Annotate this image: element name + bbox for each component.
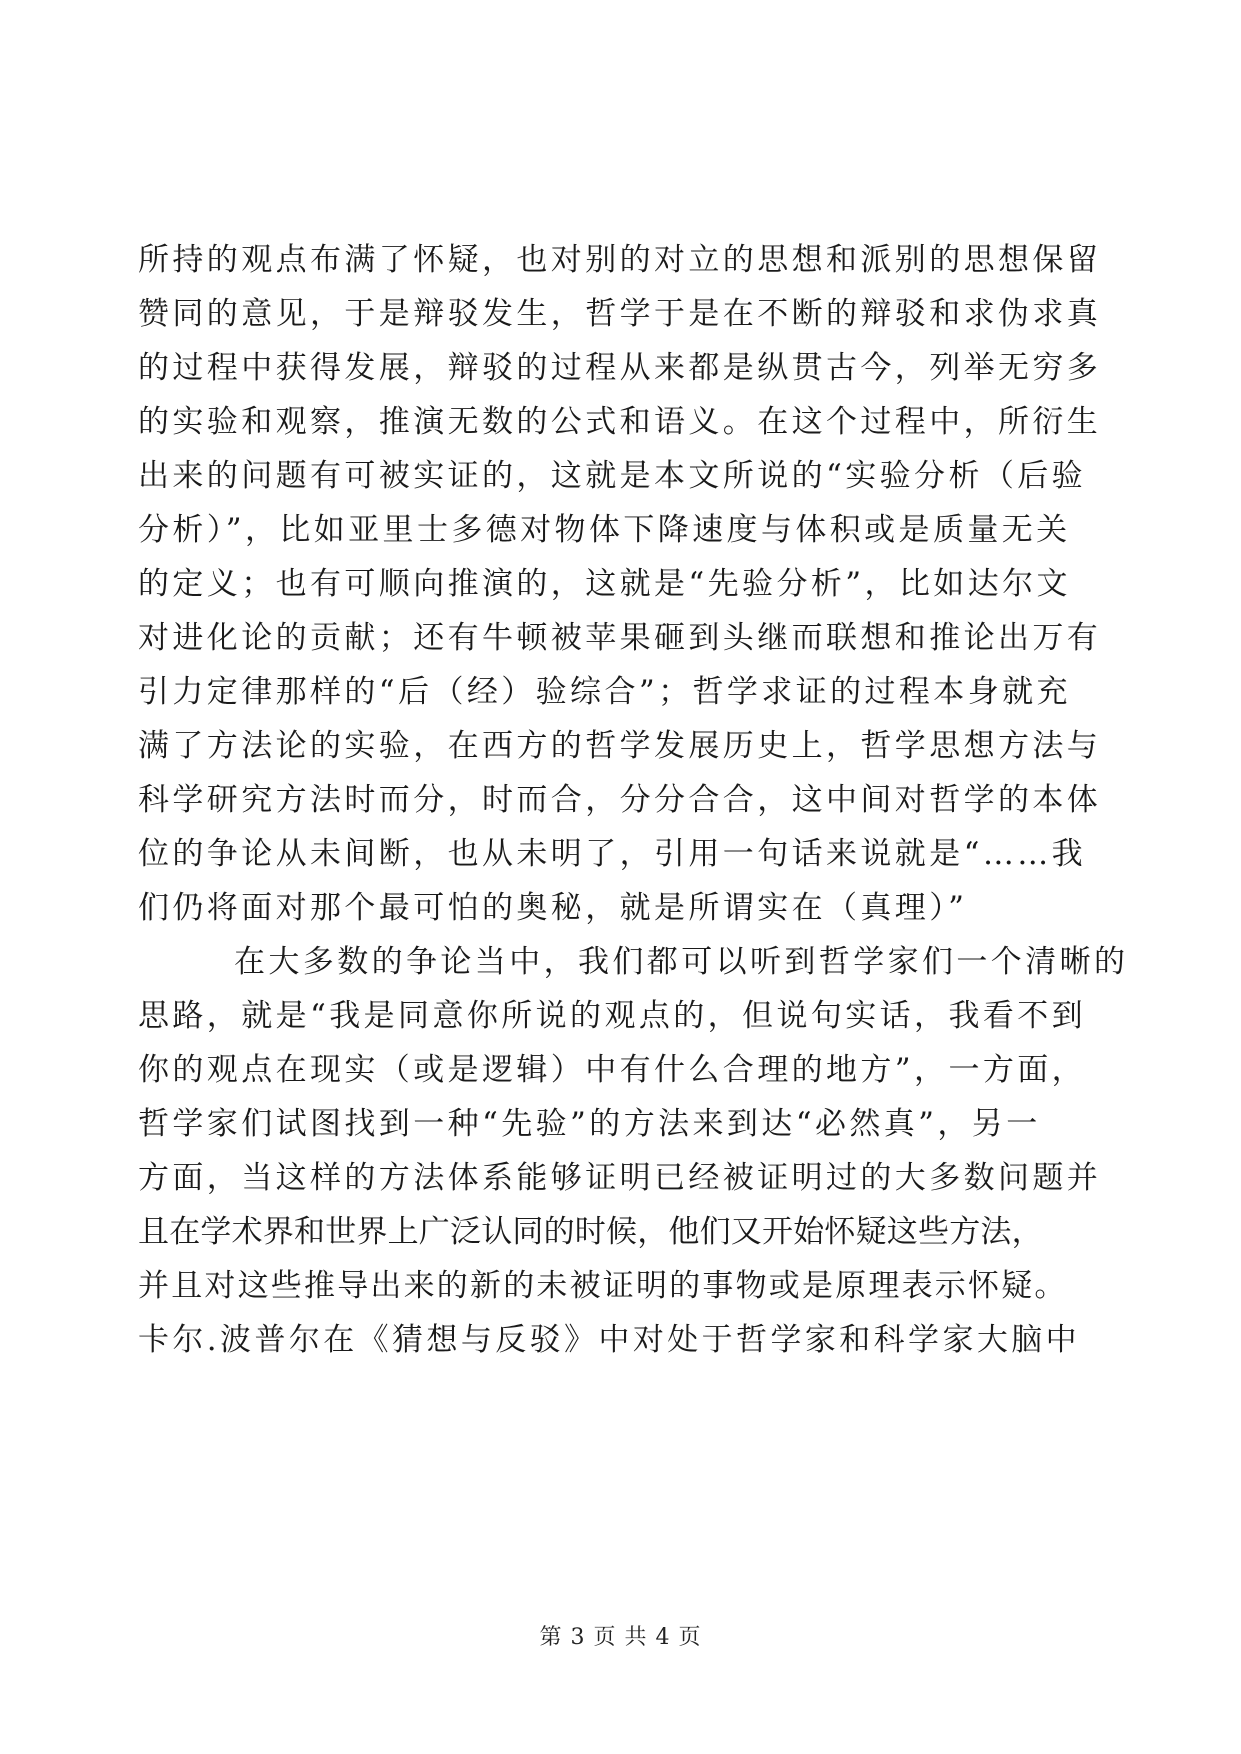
text-line: 你的观点在现实（或是逻辑）中有什么合理的地方”，一方面， bbox=[138, 1052, 1087, 1088]
text-line: 思路，就是“我是同意你所说的观点的，但说句实话，我看不到 bbox=[138, 998, 1087, 1034]
text-line: 并且对这些推导出来的新的未被证明的事物或是原理表示怀疑。 bbox=[138, 1268, 1068, 1304]
text-line: 卡尔.波普尔在《猜想与反驳》中对处于哲学家和科学家大脑中 bbox=[138, 1322, 1081, 1358]
text-line: 出来的问题有可被实证的，这就是本文所说的“实验分析（后验 bbox=[138, 458, 1087, 494]
page-number-footer: 第 3 页 共 4 页 bbox=[539, 1625, 702, 1650]
text-line: 科学研究方法时而分，时而合，分分合合，这中间对哲学的本体 bbox=[138, 782, 1102, 818]
text-line: 的实验和观察，推演无数的公式和语义。在这个过程中，所衍生 bbox=[138, 404, 1102, 440]
document-body bbox=[138, 233, 1129, 1367]
text-line: 位的争论从未间断，也从未明了，引用一句话来说就是“……我 bbox=[138, 836, 1087, 872]
text-line: 引力定律那样的“后（经）验综合”；哲学求证的过程本身就充 bbox=[138, 674, 1071, 710]
text-line: 对进化论的贡献；还有牛顿被苹果砸到头继而联想和推论出万有 bbox=[138, 620, 1102, 656]
text-line: 且在学术界和世界上广泛认同的时候，他们又开始怀疑这些方法， bbox=[138, 1214, 1043, 1250]
text-line: 方面，当这样的方法体系能够证明已经被证明过的大多数问题并 bbox=[138, 1160, 1102, 1196]
text-line: 分析）”，比如亚里士多德对物体下降速度与体积或是质量无关 bbox=[138, 512, 1071, 548]
text-line: 哲学家们试图找到一种“先验”的方法来到达“必然真”，另一 bbox=[138, 1106, 1041, 1142]
text-line: 赞同的意见，于是辩驳发生，哲学于是在不断的辩驳和求伪求真 bbox=[138, 296, 1102, 332]
text-line: 的定义；也有可顺向推演的，这就是“先验分析”，比如达尔文 bbox=[138, 566, 1071, 602]
text-line: 满了方法论的实验，在西方的哲学发展历史上，哲学思想方法与 bbox=[138, 728, 1102, 764]
text-line: 们仍将面对那个最可怕的奥秘，就是所谓实在（真理）” bbox=[138, 890, 968, 926]
text-line: 的过程中获得发展，辩驳的过程从来都是纵贯古今，列举无穷多 bbox=[138, 350, 1102, 386]
text-line: 所持的观点布满了怀疑，也对别的对立的思想和派别的思想保留 bbox=[138, 242, 1102, 278]
paragraph-start-line: 在大多数的争论当中，我们都可以听到哲学家们一个清晰的 bbox=[234, 944, 1129, 980]
